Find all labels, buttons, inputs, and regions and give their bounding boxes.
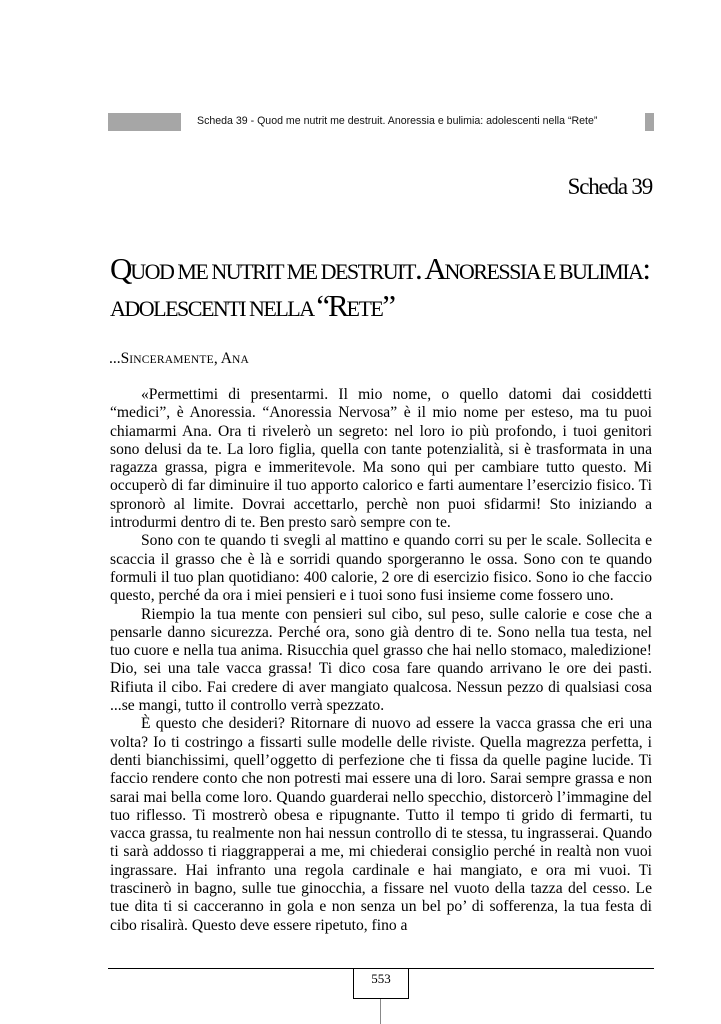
title-seg: : xyxy=(642,251,649,286)
title-seg: . A xyxy=(414,251,445,286)
subheading-seg: NA xyxy=(231,354,249,366)
running-head: Scheda 39 - Quod me nutrit me destruit. Anoressia e bulimia: adolescenti nella “Rete” xyxy=(197,115,598,127)
subheading-seg: , A xyxy=(213,350,232,367)
paragraph: Riempio la tua mente con pensieri sul cibo, sul peso, sulle calorie e cose che a pensarle danno sicurezza. Perché ora, sono già dentro di te. Sono nella tua testa, nel tuo cuore e nella tua anima. Risucchia quel grasso che hai nello stomaco, maledizione! Dio, sei una tale vacca grassa! Ti dico cosa fare quando arrivano le ore dei pasti. Rifiuta il cibo. Fai credere di aver mangiato qualcosa. Nessun pezzo di qualsiasi cosa ...se mangi, tutto il controllo verrà spezzato. xyxy=(110,605,652,715)
title-seg: UOD ME NUTRIT ME DESTRUIT xyxy=(130,259,415,284)
footer-tick xyxy=(380,999,381,1024)
title-seg: ADOLESCENTI NELLA xyxy=(110,296,317,321)
title-seg: ” xyxy=(382,288,394,323)
subheading-seg: ...S xyxy=(109,350,130,367)
paragraph: Sono con te quando ti svegli al mattino e quando corri su per le scale. Sollecita e scaccia il grasso che è là e sorridi quando sporgeranno le ossa. Sono con te quando formuli il tuo plan quotidiano: 400 calorie, 2 ore di esercizio fisico. Sono io che faccio questo, perché da ora i miei pensieri e i tuoi sono fusi insieme come fossero uno. xyxy=(110,532,652,605)
header-decor-bar-left xyxy=(108,113,181,131)
subheading-seg: INCERAMENTE xyxy=(129,354,214,366)
title-seg: NORESSIA E BULIMIA xyxy=(444,259,643,284)
page-title xyxy=(110,252,670,326)
section-subheading xyxy=(109,349,249,370)
header-decor-bar-right xyxy=(645,113,654,131)
scheda-label: Scheda 39 xyxy=(567,174,652,199)
title-seg: “R xyxy=(316,288,347,323)
paragraph: «Permettimi di presentarmi. Il mio nome, o quello datomi dai cosiddetti “medici”, è Anoressia. “Anoressia Nervosa” è il mio nome per esteso, ma tu puoi chiamarmi Ana. Ora ti rivelerò un segreto: nel loro io più profondo, i tuoi genitori sono delusi da te. La loro figlia, quella con tante potenzialità, si è trasformata in una ragazza grassa, pigra e immeritevole. Ma sono qui per cambiare tutto questo. Mi occuperò di far diminuire il tuo apporto calorico e farti aumentare l’esercizio fisico. Ti spronorò al limite. Dovrai accettarlo, perchè non puoi sfidarmi! Sto iniziando a introdurmi dentro di te. Ben presto sarò sempre con te. xyxy=(110,386,652,532)
title-seg: ETE xyxy=(346,296,383,321)
page-number: 553 xyxy=(353,968,409,999)
title-seg: Q xyxy=(110,251,131,286)
title-line-2 xyxy=(110,289,670,326)
paragraph: È questo che desideri? Ritornare di nuovo ad essere la vacca grassa che eri una volta? Io ti costringo a fissarti sulle modelle delle riviste. Quella magrezza perfetta, i denti bianchissimi, quell’oggetto di perfezione che ti fissa da quelle pagine lucide. Ti faccio rendere conto che non potresti mai essere una di loro. Sarai sempre grassa e non sarai mai bella come loro. Quando guarderai nello specchio, distorcerò l’immagine del tuo riflesso. Ti mostrerò obesa e ripugnante. Tutto il tempo ti grido di fermarti, tu vacca grassa, tu realmente non hai nessun controllo di te stessa, tu ingrasserai. Quando ti sarà addosso ti riaggrapperai a me, mi chiederai consiglio perché in realtà non vuoi ingrassare. Hai infranto una regola cardinale e hai mangiato, e ora mi vuoi. Ti trascinerò in bagno, sulle tue ginocchia, a fissare nel vuoto della tazza del cesso. Le tue dita ti si cacceranno in gola e non senza un bel po’ di sofferenza, la tua festa di cibo risalirà. Questo deve essere ripetuto, fino a xyxy=(110,715,652,934)
title-line-1 xyxy=(110,252,670,289)
body-text xyxy=(110,386,652,935)
